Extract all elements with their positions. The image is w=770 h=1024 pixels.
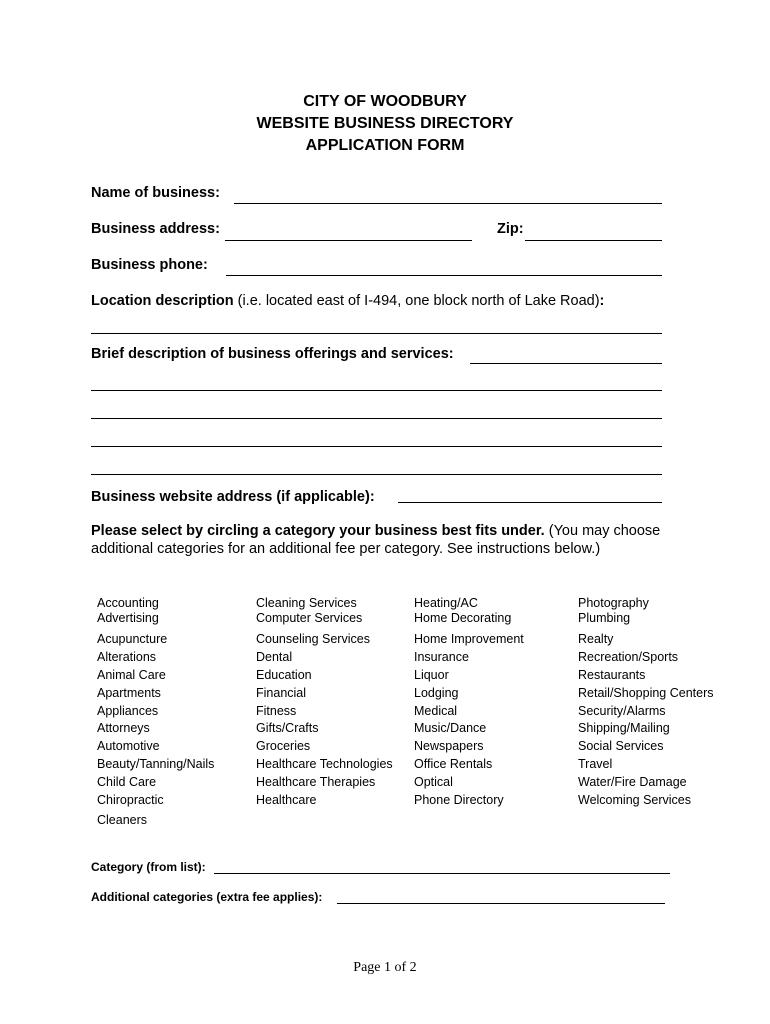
category-item[interactable]: Beauty/Tanning/Nails bbox=[97, 757, 215, 771]
category-item[interactable]: Alterations bbox=[97, 650, 157, 664]
category-item[interactable]: Acupuncture bbox=[97, 632, 168, 646]
category-item[interactable]: Healthcare Therapies bbox=[256, 775, 376, 789]
category-item[interactable]: Child Care bbox=[97, 775, 157, 789]
category-item[interactable]: Home Improvement bbox=[414, 632, 524, 646]
page-number: Page 1 of 2 bbox=[353, 960, 417, 975]
form-title-line-2: WEBSITE BUSINESS DIRECTORY bbox=[256, 115, 514, 132]
offerings-field-line-1[interactable] bbox=[470, 363, 662, 364]
instructions-bold: Please select by circling a category your business best fits under. bbox=[91, 523, 545, 539]
website-label: Business website address (if applicable): bbox=[91, 489, 375, 505]
category-item[interactable]: Cleaners bbox=[97, 813, 148, 827]
location-label-text: Location description bbox=[91, 293, 234, 309]
instructions-normal: (You may choose additional categories for an additional fee per category. See instructions below.) bbox=[91, 523, 661, 557]
category-item[interactable]: Phone Directory bbox=[414, 793, 504, 807]
offerings-field-line-2[interactable] bbox=[91, 390, 662, 391]
category-item[interactable]: Welcoming Services bbox=[578, 793, 692, 807]
category-item[interactable]: Healthcare Technologies bbox=[256, 757, 393, 771]
category-item[interactable]: Travel bbox=[578, 757, 613, 771]
category-item[interactable]: Liquor bbox=[414, 668, 449, 682]
category-item[interactable]: Heating/AC bbox=[414, 596, 478, 610]
offerings-field-line-3[interactable] bbox=[91, 418, 662, 419]
category-item[interactable]: Lodging bbox=[414, 686, 459, 700]
form-title-line-3: APPLICATION FORM bbox=[305, 137, 465, 154]
offerings-field-line-4[interactable] bbox=[91, 446, 662, 447]
category-from-list-label: Category (from list): bbox=[91, 860, 206, 874]
category-item[interactable]: Photography bbox=[578, 596, 649, 610]
zip-label: Zip: bbox=[497, 221, 524, 237]
category-item[interactable]: Insurance bbox=[414, 650, 469, 664]
category-item[interactable]: Gifts/Crafts bbox=[256, 721, 319, 735]
category-item[interactable]: Security/Alarms bbox=[578, 704, 666, 718]
category-item[interactable]: Home Decorating bbox=[414, 611, 512, 625]
category-item[interactable]: Shipping/Mailing bbox=[578, 721, 670, 735]
category-item[interactable]: Newspapers bbox=[414, 739, 484, 753]
category-item[interactable]: Animal Care bbox=[97, 668, 166, 682]
location-colon: : bbox=[599, 293, 605, 309]
category-item[interactable]: Attorneys bbox=[97, 721, 150, 735]
category-item[interactable]: Apartments bbox=[97, 686, 161, 700]
category-from-list-field[interactable] bbox=[214, 873, 670, 874]
category-item[interactable]: Optical bbox=[414, 775, 453, 789]
additional-categories-field[interactable] bbox=[337, 903, 665, 904]
website-field[interactable] bbox=[398, 502, 662, 503]
offerings-field-line-5[interactable] bbox=[91, 474, 662, 475]
category-item[interactable]: Restaurants bbox=[578, 668, 646, 682]
category-item[interactable]: Computer Services bbox=[256, 611, 363, 625]
category-item[interactable]: Social Services bbox=[578, 739, 664, 753]
business-phone-label: Business phone: bbox=[91, 257, 208, 273]
category-item[interactable]: Realty bbox=[578, 632, 614, 646]
category-item[interactable]: Dental bbox=[256, 650, 293, 664]
business-name-field[interactable] bbox=[234, 203, 662, 204]
category-item[interactable]: Retail/Shopping Centers bbox=[578, 686, 714, 700]
form-title-line-1: CITY OF WOODBURY bbox=[303, 93, 467, 110]
zip-field[interactable] bbox=[525, 240, 662, 241]
category-item[interactable]: Financial bbox=[256, 686, 307, 700]
category-item[interactable]: Healthcare bbox=[256, 793, 317, 807]
category-item[interactable]: Fitness bbox=[256, 704, 297, 718]
category-item[interactable]: Medical bbox=[414, 704, 458, 718]
offerings-label: Brief description of business offerings and services: bbox=[91, 346, 454, 362]
category-item[interactable]: Cleaning Services bbox=[256, 596, 357, 610]
location-hint: (i.e. located east of I-494, one block north of Lake Road) bbox=[233, 293, 600, 309]
category-item[interactable]: Education bbox=[256, 668, 312, 682]
category-instructions bbox=[91, 522, 671, 558]
additional-categories-label: Additional categories (extra fee applies): bbox=[91, 890, 323, 904]
category-item[interactable]: Plumbing bbox=[578, 611, 631, 625]
category-item[interactable]: Groceries bbox=[256, 739, 311, 753]
business-address-field[interactable] bbox=[225, 240, 472, 241]
category-item[interactable]: Office Rentals bbox=[414, 757, 493, 771]
business-phone-field[interactable] bbox=[226, 275, 662, 276]
category-item[interactable]: Appliances bbox=[97, 704, 159, 718]
category-item[interactable]: Water/Fire Damage bbox=[578, 775, 687, 789]
category-item[interactable]: Music/Dance bbox=[414, 721, 487, 735]
business-name-label: Name of business: bbox=[91, 185, 220, 201]
location-description-field[interactable] bbox=[91, 333, 662, 334]
category-item[interactable]: Recreation/Sports bbox=[578, 650, 679, 664]
location-description-label bbox=[91, 293, 604, 309]
category-item[interactable]: Counseling Services bbox=[256, 632, 370, 646]
category-item[interactable]: Chiropractic bbox=[97, 793, 164, 807]
category-item[interactable]: Accounting bbox=[97, 596, 159, 610]
business-address-label: Business address: bbox=[91, 221, 220, 237]
category-item[interactable]: Automotive bbox=[97, 739, 160, 753]
category-item[interactable]: Advertising bbox=[97, 611, 159, 625]
